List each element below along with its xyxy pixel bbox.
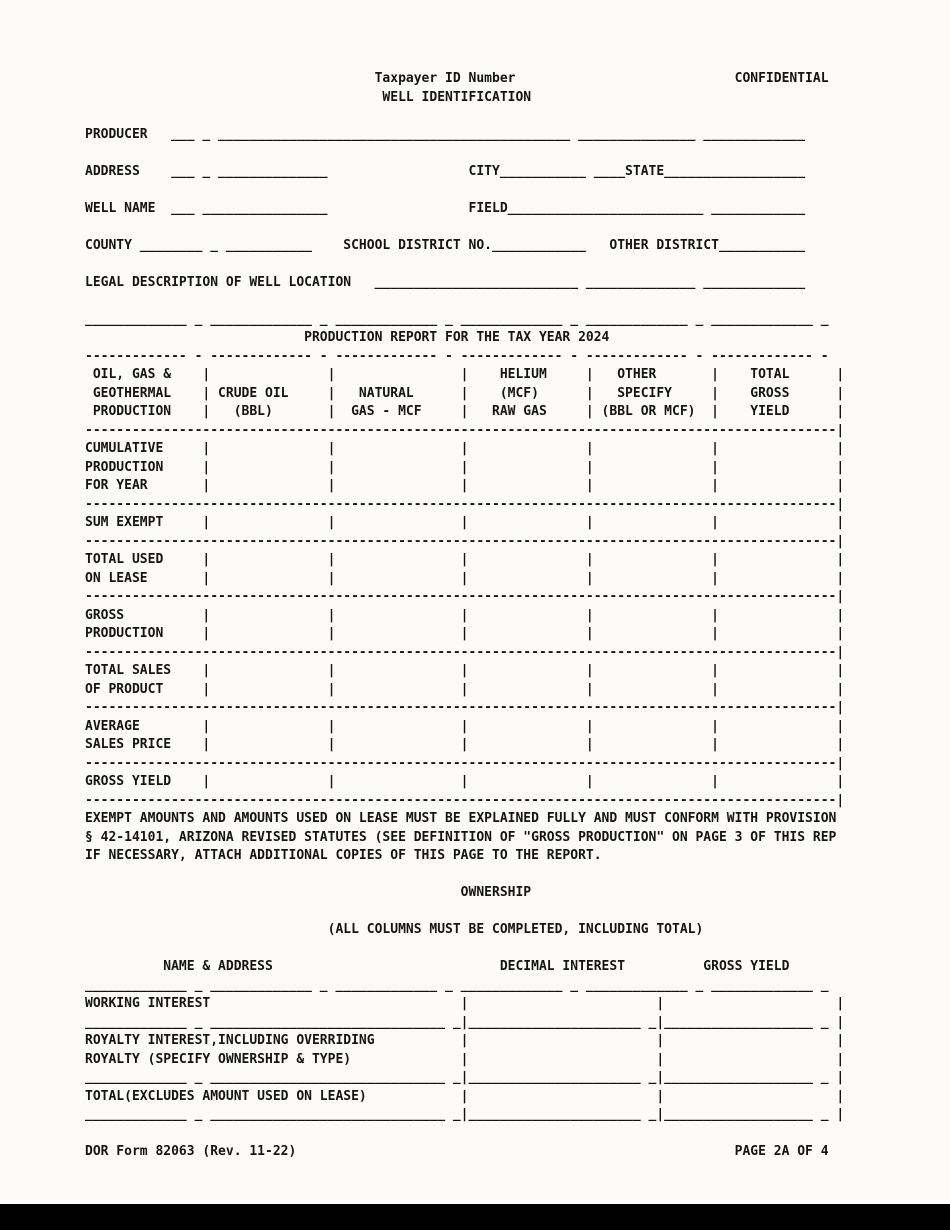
row-gross-production-line-1: GROSS | | | | | | <box>85 607 845 623</box>
table-separator: ------------------------------------------------------------------------------------------------| <box>85 589 845 604</box>
row-sum-exempt: SUM EXEMPT | | | | | | <box>85 515 845 530</box>
row-cumulative-production-line-3: FOR YEAR | | | | | | <box>85 478 845 493</box>
table-separator: ------------------------------------------------------------------------------------------------| <box>85 792 845 808</box>
spacer <box>85 940 844 959</box>
header-well-identification: WELL IDENTIFICATION <box>85 89 532 105</box>
document-text <box>85 70 844 1162</box>
note-line-2: § 42-14101, ARIZONA REVISED STATUTES (SEE DEFINITION OF "GROSS PRODUCTION" ON PAGE 3 OF THIS REP <box>85 829 837 845</box>
ownership-title: OWNERSHIP <box>85 885 532 900</box>
table-separator: ------------------------------------------------------------------------------------------------| <box>85 422 845 438</box>
row-total-sales-line-1: TOTAL SALES | | | | | | <box>85 663 845 678</box>
ownership-instruction: (ALL COLUMNS MUST BE COMPLETED, INCLUDING TOTAL) <box>85 922 704 937</box>
field-county-school-district-other-district: COUNTY ________ _ ___________ SCHOOL DISTRICT NO.____________ OTHER DISTRICT___________ <box>85 237 806 253</box>
table-header-row-1: OIL, GAS & | | | HELIUM | OTHER | TOTAL | <box>85 367 845 382</box>
spacer <box>85 1125 844 1144</box>
row-total-sales-line-2: OF PRODUCT | | | | | | <box>85 681 845 697</box>
field-well-name-field: WELL NAME ___ ________________ FIELD_________________________ ____________ <box>85 200 806 216</box>
ownership-separator: _____________ _ ______________________________ _|______________________ _|___________________ _ | <box>85 1107 845 1122</box>
spacer <box>85 181 844 200</box>
table-separator: ------------------------------------------------------------------------------------------------| <box>85 755 845 771</box>
table-top-rule: ------------- - ------------- - ------------- - ------------- - ------------- - ------------- - <box>85 348 829 364</box>
ownership-top-rule: _____________ _ _____________ _ _____________ _ _____________ _ _____________ _ _____________ _ <box>85 977 829 993</box>
row-cumulative-production-line-2: PRODUCTION | | | | | | <box>85 459 845 475</box>
spacer <box>85 866 844 885</box>
spacer <box>85 292 844 311</box>
row-average-sales-price-line-2: SALES PRICE | | | | | | <box>85 737 845 752</box>
footer-form-id-and-page: DOR Form 82063 (Rev. 11-22) PAGE 2A OF 4 <box>85 1144 829 1159</box>
spacer <box>85 255 844 274</box>
table-header-row-2: GEOTHERMAL | CRUDE OIL | NATURAL | (MCF) | SPECIFY | GROSS | <box>85 385 845 401</box>
row-average-sales-price-line-1: AVERAGE | | | | | | <box>85 718 845 734</box>
row-gross-yield: GROSS YIELD | | | | | | <box>85 774 845 789</box>
field-producer: PRODUCER ___ _ _____________________________________________ _______________ _____________ <box>85 126 806 142</box>
row-total-used-on-lease-line-2: ON LEASE | | | | | | <box>85 570 845 586</box>
ownership-separator: _____________ _ ______________________________ _|______________________ _|___________________ _ | <box>85 1014 845 1030</box>
field-legal-description: LEGAL DESCRIPTION OF WELL LOCATION __________________________ ______________ _____________ <box>85 274 806 290</box>
row-gross-production-line-2: PRODUCTION | | | | | | <box>85 626 845 641</box>
ownership-row-working-interest: WORKING INTEREST | | | <box>85 996 845 1011</box>
table-header-row-3: PRODUCTION | (BBL) | GAS - MCF | RAW GAS | (BBL OR MCF) | YIELD | <box>85 404 845 419</box>
spacer <box>85 107 844 126</box>
ownership-row-total: TOTAL(EXCLUDES AMOUNT USED ON LEASE) | | | <box>85 1088 845 1104</box>
row-cumulative-production-line-1: CUMULATIVE | | | | | | <box>85 441 845 456</box>
note-line-1: EXEMPT AMOUNTS AND AMOUNTS USED ON LEASE MUST BE EXPLAINED FULLY AND MUST CONFORM WITH PROVISION <box>85 811 837 826</box>
ownership-row-royalty-line-1: ROYALTY INTEREST,INCLUDING OVERRIDING | | | <box>85 1033 845 1048</box>
rule-underscore-top: _____________ _ _____________ _ _____________ _ _____________ _ _____________ _ _____________ _ <box>85 311 829 327</box>
footer-bar <box>0 1204 950 1230</box>
spacer <box>85 903 844 922</box>
spacer <box>85 218 844 237</box>
table-separator: ------------------------------------------------------------------------------------------------| <box>85 644 845 660</box>
row-total-used-on-lease-line-1: TOTAL USED | | | | | | <box>85 552 845 567</box>
field-address-city-state: ADDRESS ___ _ ______________ CITY___________ ____STATE__________________ <box>85 163 806 179</box>
table-separator: ------------------------------------------------------------------------------------------------| <box>85 533 845 549</box>
table-separator: ------------------------------------------------------------------------------------------------| <box>85 700 845 715</box>
production-report-title: PRODUCTION REPORT FOR THE TAX YEAR 2024 <box>85 330 610 345</box>
ownership-row-royalty-line-2: ROYALTY (SPECIFY OWNERSHIP & TYPE) | | | <box>85 1051 845 1067</box>
ownership-separator: _____________ _ ______________________________ _|______________________ _|___________________ _ | <box>85 1070 845 1085</box>
header-taxpayer-id-and-confidential: Taxpayer ID Number CONFIDENTIAL <box>85 71 829 86</box>
note-line-3: IF NECESSARY, ATTACH ADDITIONAL COPIES OF THIS PAGE TO THE REPORT. <box>85 848 602 863</box>
ownership-column-headers: NAME & ADDRESS DECIMAL INTEREST GROSS YIELD <box>85 959 790 974</box>
spacer <box>85 144 844 163</box>
table-separator: ------------------------------------------------------------------------------------------------| <box>85 496 845 512</box>
